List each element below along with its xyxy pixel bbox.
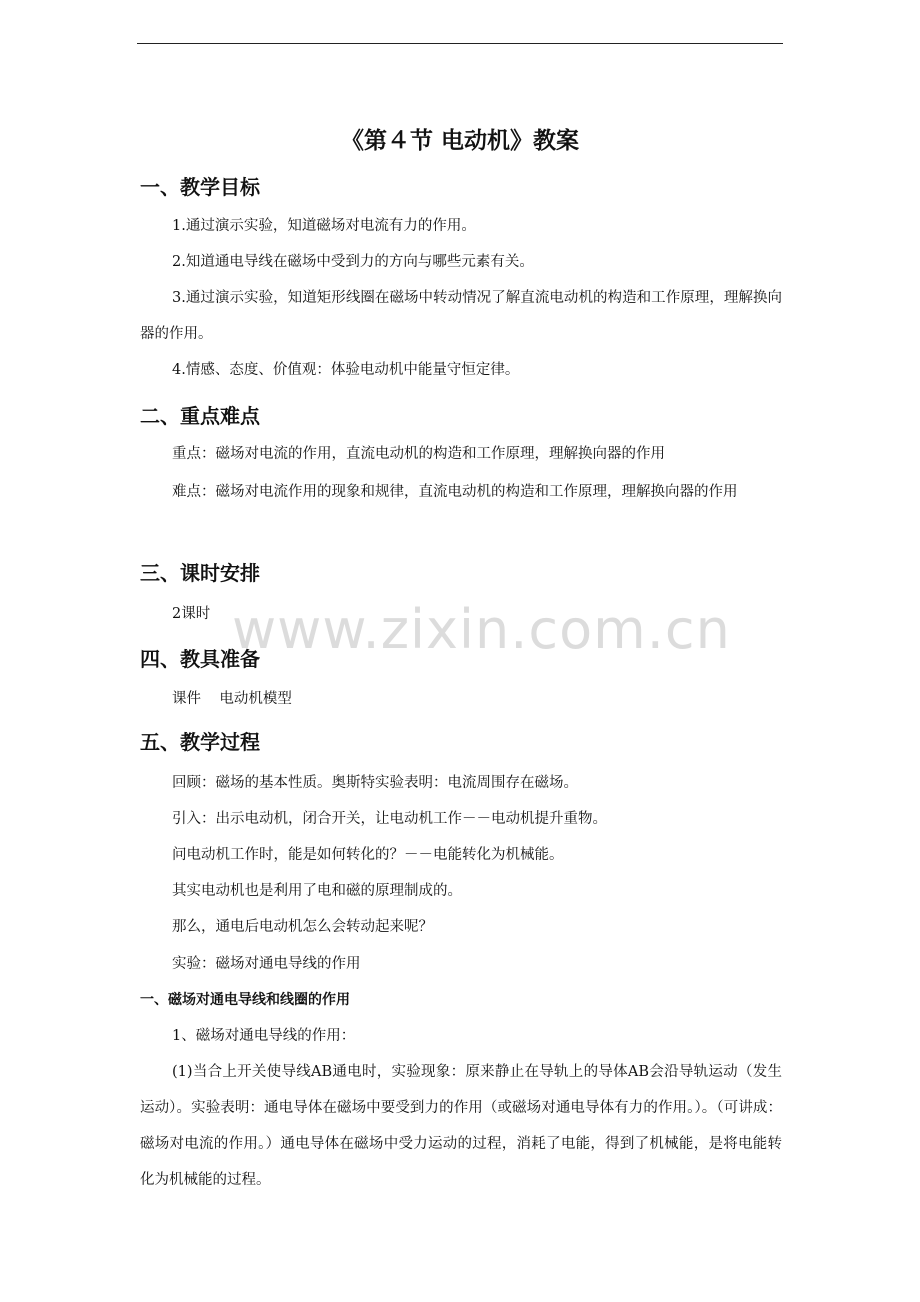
subsection-heading: 一、磁场对通电导线和线圈的作用 xyxy=(140,992,350,1008)
section-heading-process: 五、教学过程 xyxy=(140,730,260,754)
schedule-text: 2课时 xyxy=(172,606,211,622)
difficulty-point: 难点：磁场对电流作用的现象和规律，直流电动机的构造和工作原理，理解换向器的作用 xyxy=(172,484,738,500)
process-line-prompt: 那么，通电后电动机怎么会转动起来呢？ xyxy=(172,919,433,935)
key-point: 重点：磁场对电流的作用，直流电动机的构造和工作原理，理解换向器的作用 xyxy=(172,446,665,462)
process-line-review: 回顾：磁场的基本性质。奥斯特实验表明：电流周围存在磁场。 xyxy=(172,775,578,791)
process-line-principle: 其实电动机也是利用了电和磁的原理制成的。 xyxy=(172,883,462,899)
materials-text: 课件 电动机模型 xyxy=(172,691,292,707)
section-heading-schedule: 三、课时安排 xyxy=(140,561,260,585)
point-1-heading: 1、磁场对通电导线的作用： xyxy=(172,1028,356,1044)
objective-3: 3.通过演示实验，知道矩形线圈在磁场中转动情况了解直流电动机的构造和工作原理，理解换向器的作用。 xyxy=(140,290,782,342)
objective-1: 1.通过演示实验，知道磁场对电流有力的作用。 xyxy=(172,218,476,234)
watermark: www.zixin.com.cn xyxy=(232,598,731,661)
section-heading-key-points: 二、重点难点 xyxy=(140,404,260,428)
objective-2: 2.知道通电导线在磁场中受到力的方向与哪些元素有关。 xyxy=(172,254,534,270)
process-line-experiment: 实验：磁场对通电导线的作用 xyxy=(172,956,361,972)
section-heading-materials: 四、教具准备 xyxy=(140,647,260,671)
header-rule xyxy=(137,43,783,44)
experiment-paragraph: (1)当合上开关使导线AB通电时，实验现象：原来静止在导轨上的导体AB会沿导轨运动（发生运动）。实验表明：通电导体在磁场中要受到力的作用（或磁场对通电导体有力的作用。）。（可讲成：磁场对电流的作用。）通电导体在磁场中受力运动的过程，消耗了电能，得到了机械能，是将电能转化为机械能的过程。 xyxy=(140,1064,782,1188)
objective-4: 4.情感、态度、价值观：体验电动机中能量守恒定律。 xyxy=(172,362,520,378)
section-heading-objectives: 一、教学目标 xyxy=(140,175,260,199)
process-line-intro: 引入：出示电动机，闭合开关，让电动机工作－－电动机提升重物。 xyxy=(172,811,607,827)
process-line-question: 问电动机工作时，能是如何转化的？－－电能转化为机械能。 xyxy=(172,847,564,863)
document-title: 《第４节 电动机》教案 xyxy=(340,127,579,154)
